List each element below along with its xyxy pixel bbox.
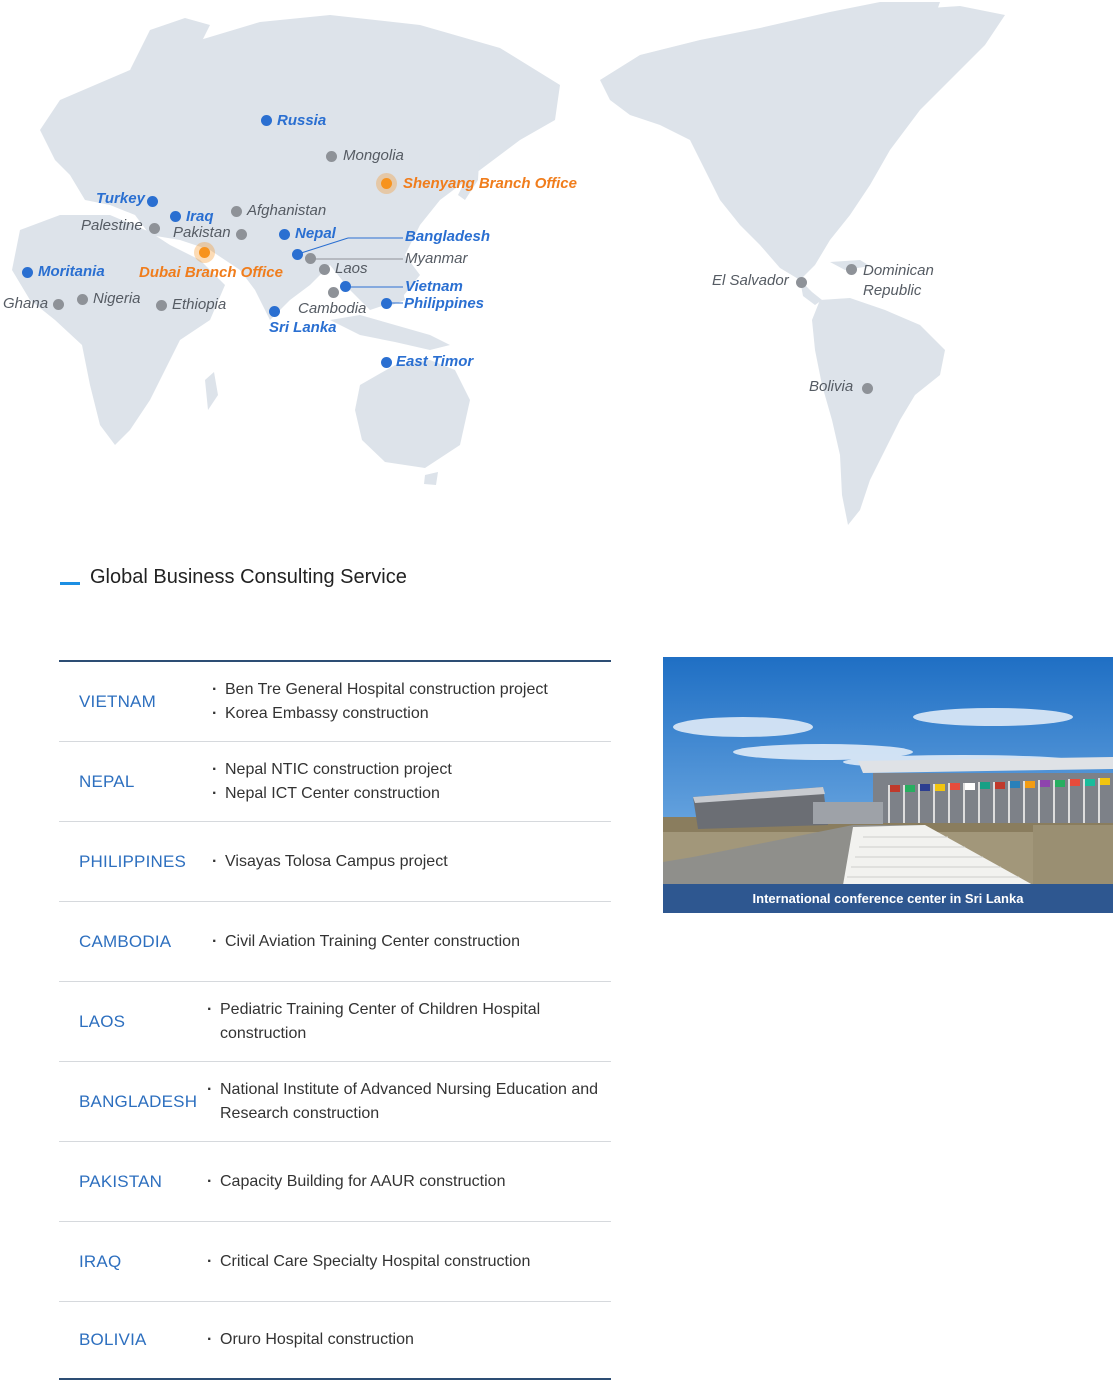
marker-dot — [796, 277, 807, 288]
marker-dominican-republic: Dominican Republic — [846, 261, 934, 301]
country-name: VIETNAM — [79, 691, 156, 711]
marker-moritania: Moritania — [22, 263, 105, 281]
marker-laos: Laos — [319, 260, 368, 278]
marker-dot — [326, 151, 337, 162]
section-title: Global Business Consulting Service — [90, 566, 407, 588]
photo-caption: International conference center in Sri Lanka — [663, 884, 1113, 913]
marker-dot — [381, 357, 392, 368]
project-item: · National Institute of Advanced Nursing Education and Research construction — [204, 1078, 601, 1126]
country-name: LAOS — [79, 1011, 126, 1031]
country-name: BOLIVIA — [79, 1330, 147, 1349]
project-item: · Civil Aviation Training Center construction — [209, 930, 601, 954]
project-item: · Nepal NTIC construction project — [209, 758, 601, 782]
marker-bolivia: Bolivia — [809, 378, 853, 396]
marker-srilanka-label: Sri Lanka — [269, 319, 337, 336]
marker-dot — [261, 115, 272, 126]
project-item: · Visayas Tolosa Campus project — [209, 850, 601, 874]
project-item: · Capacity Building for AAUR construction — [204, 1170, 601, 1194]
marker-russia: Russia — [261, 112, 326, 130]
marker-east-timor: East Timor — [381, 353, 473, 371]
marker-philippines-label: Philippines — [404, 295, 485, 312]
marker-nepal: Nepal — [279, 225, 336, 243]
project-row-philippines — [59, 822, 611, 902]
country-name: PHILIPPINES — [79, 851, 187, 871]
marker-iraq: Iraq — [170, 208, 214, 226]
marker-pakistan: Pakistan — [173, 224, 231, 242]
marker-dot — [279, 229, 290, 240]
projects-table — [59, 660, 611, 1380]
project-row-vietnam — [59, 662, 611, 742]
marker-cambodia-dot — [328, 287, 339, 298]
project-row-nepal — [59, 742, 611, 822]
marker-turkey: Turkey — [96, 190, 145, 208]
title-accent-bar — [60, 582, 80, 585]
project-row-bangladesh — [59, 1062, 611, 1142]
marker-mongolia: Mongolia — [326, 147, 404, 165]
country-name: CAMBODIA — [79, 931, 172, 951]
project-row-pakistan — [59, 1142, 611, 1222]
marker-dot — [22, 267, 33, 278]
marker-bangladesh-label: Bangladesh — [405, 228, 491, 245]
marker-nigeria: Nigeria — [77, 290, 141, 308]
marker-dot — [319, 264, 330, 275]
project-item: · Pediatric Training Center of Children Hospital construction — [204, 998, 601, 1046]
project-row-cambodia — [59, 902, 611, 982]
marker-dubai-branch: Dubai Branch Office — [139, 247, 289, 287]
marker-bangladesh-dot — [292, 249, 303, 260]
marker-palestine: Palestine — [81, 217, 143, 235]
branch-dot — [381, 178, 392, 189]
country-name: IRAQ — [79, 1251, 122, 1271]
marker-dot — [170, 211, 181, 222]
project-row-iraq — [59, 1222, 611, 1302]
photo-illustration — [663, 657, 1113, 913]
marker-dot — [53, 299, 64, 310]
project-item: · Oruro Hospital construction — [204, 1328, 601, 1352]
marker-dot — [77, 294, 88, 305]
marker-dot — [862, 383, 873, 394]
marker-myanmar-dot — [305, 253, 316, 264]
project-item: · Korea Embassy construction — [209, 702, 601, 726]
marker-ethiopia: Ethiopia — [156, 296, 226, 314]
marker-myanmar-label: Myanmar — [405, 250, 468, 267]
conference-center-photo — [663, 657, 1113, 913]
marker-srilanka-dot — [269, 306, 280, 317]
marker-dot — [156, 300, 167, 311]
marker-dot — [231, 206, 242, 217]
marker-afghanistan: Afghanistan — [231, 202, 326, 220]
marker-dot — [236, 229, 247, 240]
world-map — [0, 0, 1114, 530]
marker-el-salvador: El Salvador — [712, 272, 789, 290]
marker-dot — [149, 223, 160, 234]
project-item: · Nepal ICT Center construction — [209, 782, 601, 806]
country-name: PAKISTAN — [79, 1171, 163, 1191]
project-row-bolivia — [59, 1302, 611, 1378]
project-item: · Ben Tre General Hospital construction project — [209, 678, 601, 702]
marker-cambodia-label: Cambodia — [298, 300, 367, 317]
project-item: · Critical Care Specialty Hospital construction — [204, 1250, 601, 1274]
marker-dot — [846, 264, 857, 275]
marker-ghana: Ghana — [3, 295, 48, 313]
marker-vietnam-label: Vietnam — [405, 278, 463, 295]
marker-dot — [147, 196, 158, 207]
branch-dot — [199, 247, 210, 258]
country-name: BANGLADESH — [79, 1091, 198, 1111]
marker-vietnam-dot — [340, 281, 351, 292]
project-row-laos — [59, 982, 611, 1062]
marker-shenyang-branch: Shenyang Branch Office — [381, 175, 577, 193]
marker-philippines-dot — [381, 298, 392, 309]
country-name: NEPAL — [79, 771, 135, 791]
